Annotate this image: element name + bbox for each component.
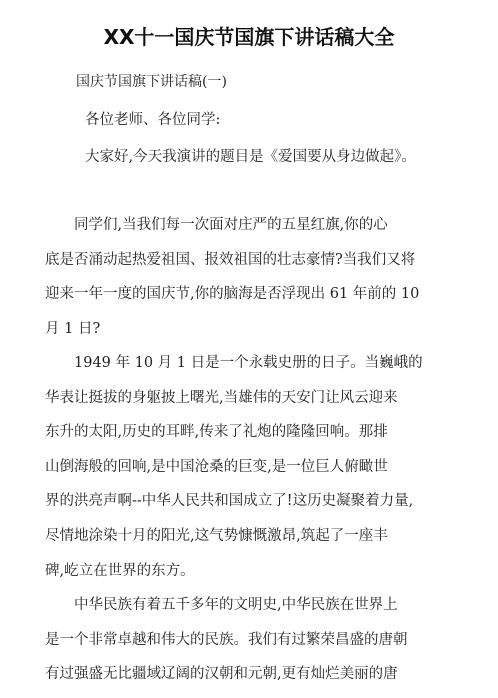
document-subtitle: 国庆节国旗下讲话稿(一) — [76, 74, 227, 90]
document-title: XX十一国庆节国旗下讲话稿大全 — [103, 25, 395, 49]
paragraph-line: 中华民族有着五千多年的文明史,中华民族在世界上 — [45, 597, 398, 613]
paragraph-2 — [45, 346, 460, 588]
paragraph-line: 东升的太阳,历史的耳畔,传来了礼炮的隆隆回响。那排 — [45, 424, 388, 441]
paragraph-line: 华表让挺拔的身躯披上曙光,当雄伟的天安门让风云迎来 — [45, 389, 398, 406]
paragraph-line: 1949 年 10 月 1 日是一个永载史册的日子。当巍峨的 — [45, 355, 423, 371]
paragraph-line: 山倒海般的回响,是中国沧桑的巨变,是一位巨人俯瞰世 — [45, 458, 388, 475]
paragraph-line: 界的洪亮声啊--中华人民共和国成立了!这历史凝聚着力量, — [45, 493, 414, 510]
paragraph-line: 是一个非常卓越和伟大的民族。我们有过繁荣昌盛的唐朝 — [45, 631, 408, 648]
paragraph-line: 迎来一年一度的国庆节,你的脑海是否浮现出 61 年前的 10 — [45, 286, 420, 303]
paragraph-line: 底是否涌动起热爱祖国、报效祖国的壮志豪情?当我们又将 — [45, 251, 416, 268]
paragraph-line: 有过强盛无比疆域辽阔的汉朝和元朝,更有灿烂美丽的唐 — [45, 666, 398, 683]
paragraph-line: 月 1 日? — [45, 320, 101, 337]
paragraph-line: 同学们,当我们每一次面对庄严的五星红旗,你的心 — [45, 217, 388, 233]
paragraph-line: 尽情地涂染十月的阳光,这气势慷慨激昂,筑起了一座丰 — [45, 527, 388, 544]
paragraph-line: 碑,屹立在世界的东方。 — [45, 562, 195, 579]
salutation: 各位老师、各位同学: — [85, 112, 221, 128]
paragraph-1 — [45, 208, 460, 346]
opening-line: 大家好,今天我演讲的题目是《爱国要从身边做起》。 — [85, 149, 416, 165]
paragraph-3 — [45, 588, 460, 692]
